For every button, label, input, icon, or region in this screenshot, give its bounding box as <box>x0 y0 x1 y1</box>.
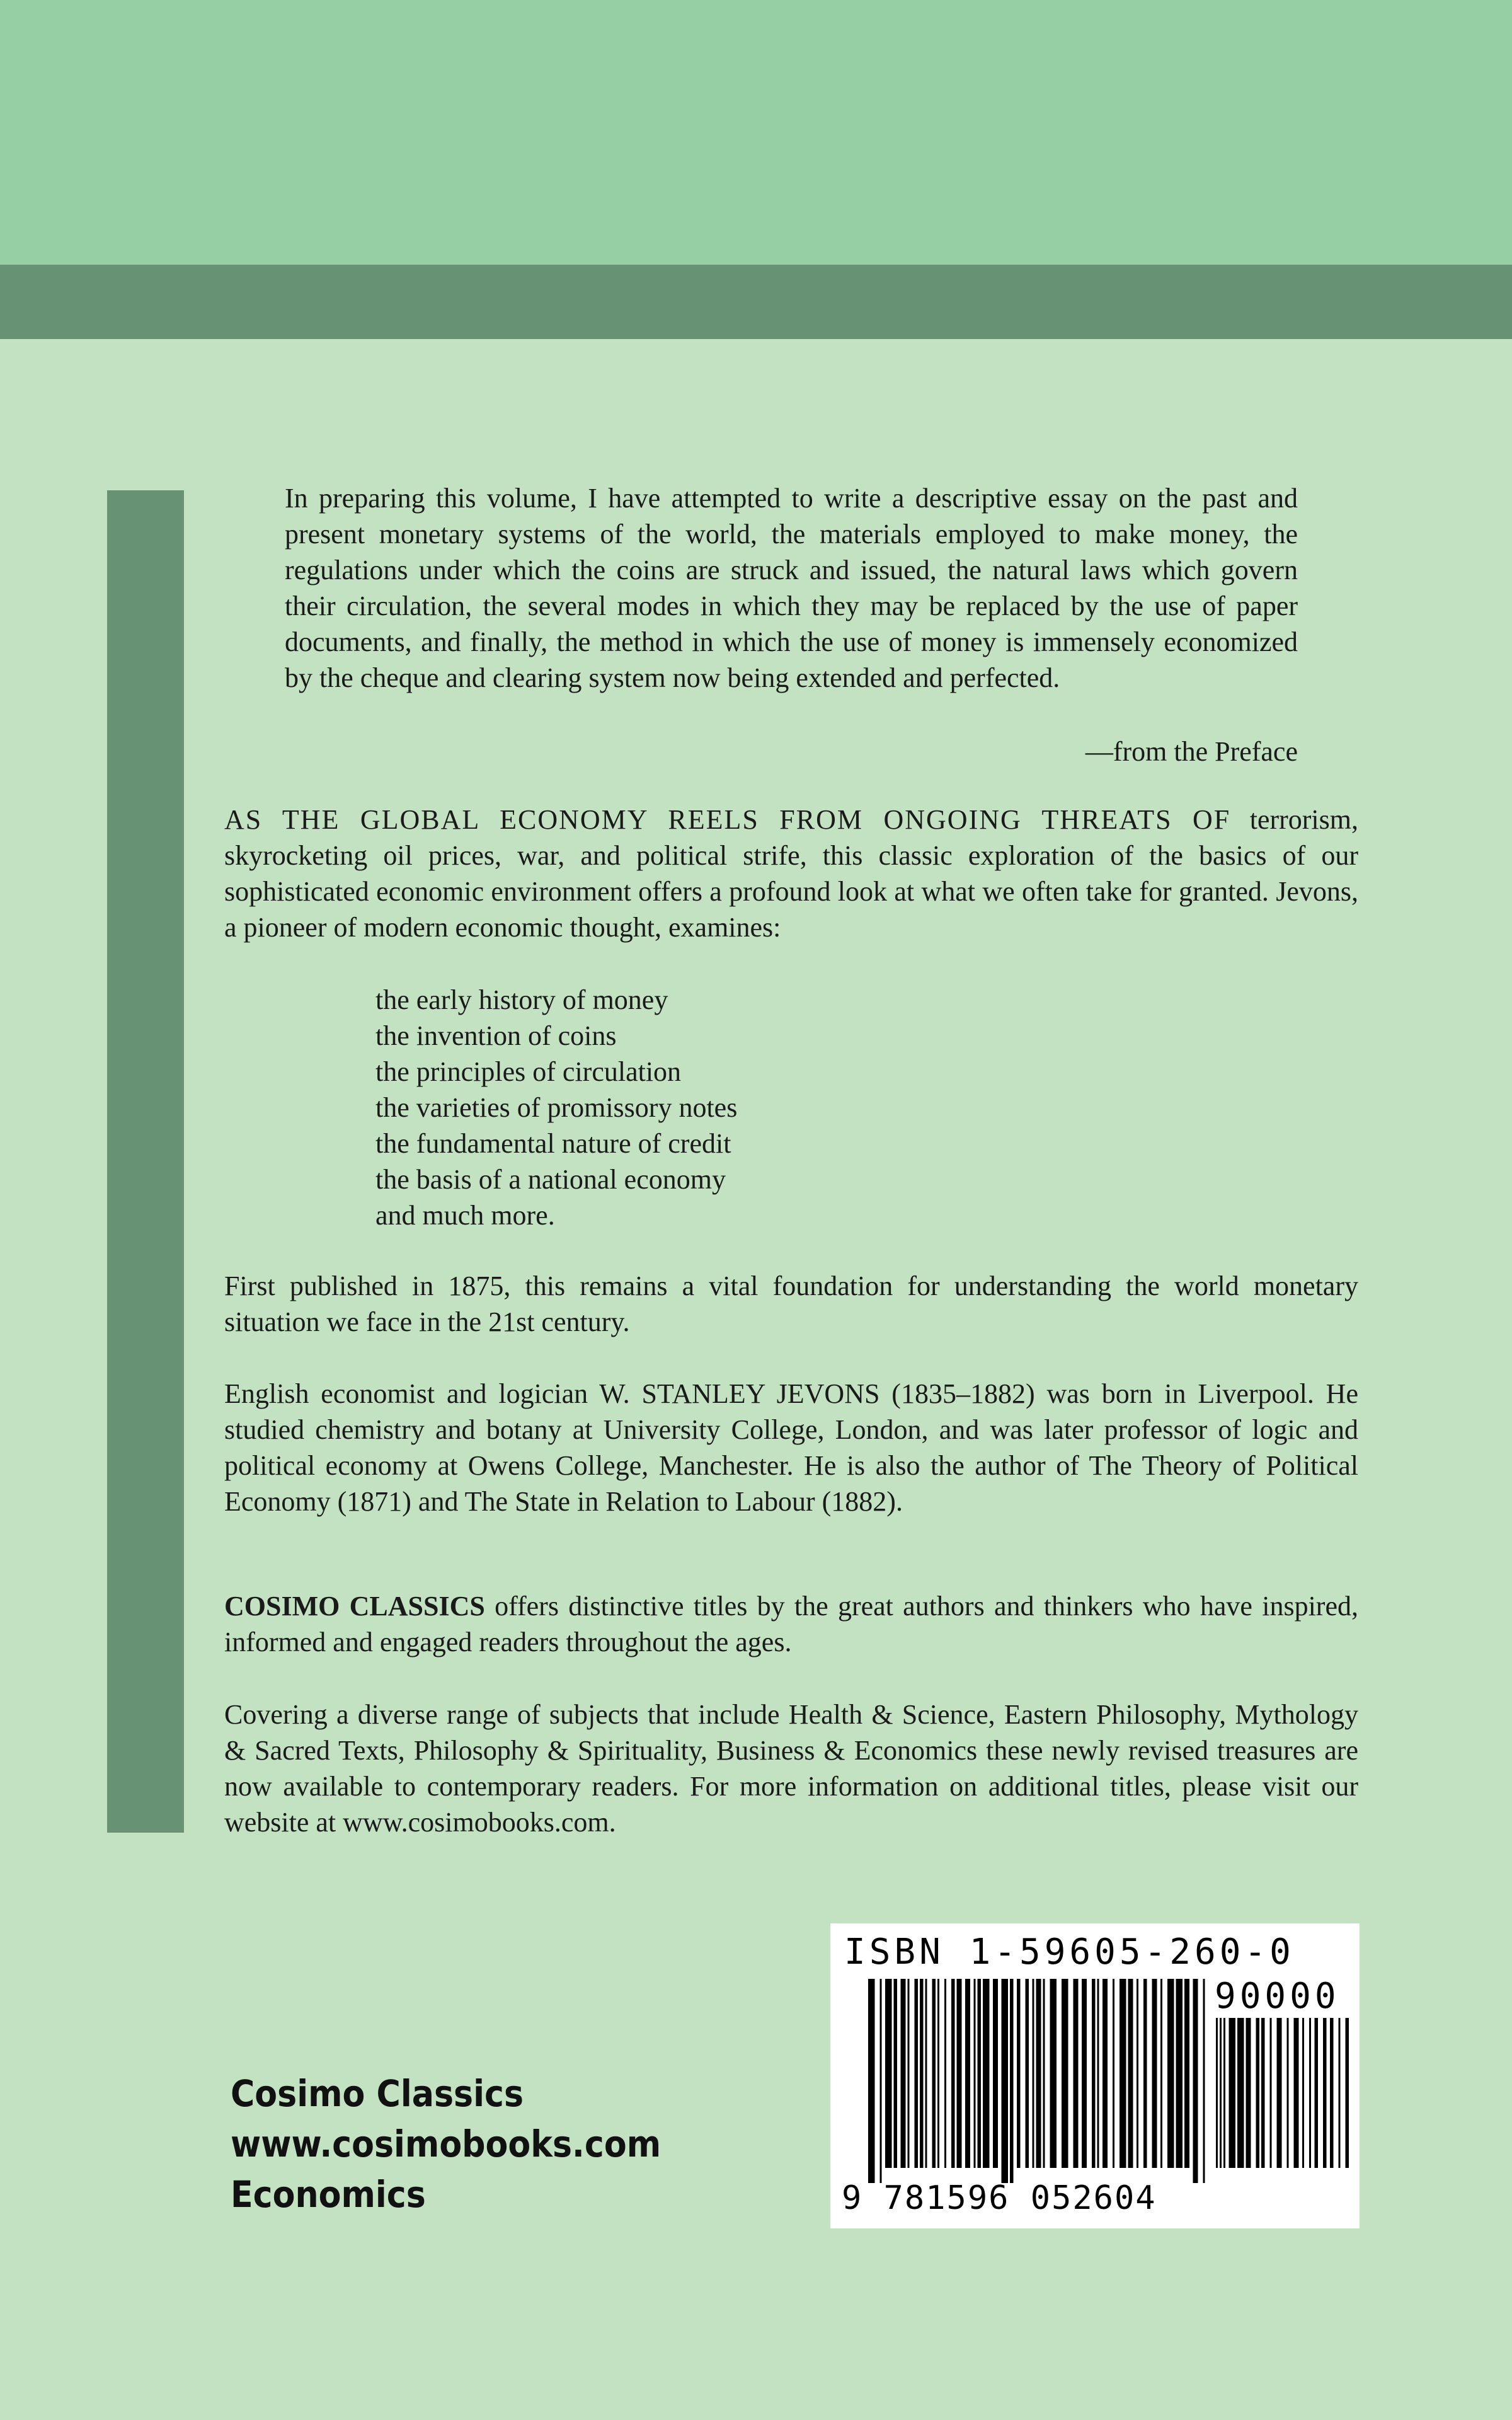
barcode-bar <box>1261 2018 1265 2168</box>
barcode-bar <box>1176 1979 1183 2168</box>
barcode-bar <box>1237 2018 1244 2168</box>
barcode-bar <box>1082 1979 1087 2168</box>
barcode-bar <box>925 1979 927 2168</box>
intro-lead-caps: AS THE GLOBAL ECONOMY REELS FROM ONGOING THREATS OF <box>224 804 1231 835</box>
topics-list <box>375 982 737 1233</box>
barcode-bar <box>920 1979 924 2168</box>
barcode-bar <box>951 1979 955 2168</box>
barcode-bar <box>1033 1979 1034 2168</box>
barcode-bar <box>1143 1979 1147 2168</box>
intro-text: terrorism, skyrocketing oil prices, war, and political strife, this classic exploration of the basics of our sophisticated economic environment offers a profound look at what we often take for granted. Jevons, a pioneer of modern economic thought, examines: <box>224 804 1358 943</box>
barcode-bar <box>957 1979 962 2168</box>
barcode-bar <box>1043 1979 1045 2168</box>
barcode-bar <box>1026 1979 1029 2168</box>
barcode-bar <box>1062 1979 1068 2168</box>
barcode-addon-bars <box>1216 2018 1351 2183</box>
series-description <box>224 1588 1358 1660</box>
barcode-bar <box>1193 1979 1198 2183</box>
barcode-addon-label: 90000 <box>1215 1976 1340 2017</box>
series-subjects-text: Covering a diverse range of subjects that include Health & Science, Eastern Philosophy, Mythology & Sacred Texts, Philosophy & Spirituality, Business & Economics these newly revised treasures are now available to contemporary readers. For more information on additional titles, please visit our website at www.cosimobooks.com. <box>224 1699 1358 1838</box>
barcode-bar <box>1256 2018 1260 2168</box>
barcode-bar <box>965 1979 970 2168</box>
barcode-bar <box>915 1979 919 2168</box>
series-desc-text: offers distinctive titles by the great authors and thinkers who have inspired, informed and engaged readers throughout the ages. <box>224 1591 1358 1657</box>
list-item: the varieties of promissory notes <box>375 1092 738 1123</box>
barcode-bar <box>1220 2018 1222 2168</box>
author-bio: English economist and logician W. STANLEY JEVONS (1835–1882) was born in Liverpool. He studied chemistry and botany at University College, London, and was later professor of logic and political economy at Owens College, Manchester. He is also the author of The Theory of Political Economy (1871) and The State in Relation to Labour (1882). <box>224 1378 1358 1517</box>
barcode-bar <box>901 1979 906 2168</box>
ean-digits: 9 781596 052604 <box>842 2179 1157 2217</box>
barcode-bar <box>1160 1979 1162 2168</box>
barcode-bar <box>1120 1979 1126 2168</box>
list-item: and much more. <box>375 1200 555 1231</box>
list-item: the principles of circulation <box>375 1056 682 1087</box>
barcode-bar <box>1346 2018 1349 2168</box>
isbn-barcode <box>830 1923 1360 2228</box>
barcode-bar <box>1277 2018 1282 2168</box>
barcode-bar <box>1010 1979 1014 2183</box>
barcode-bar <box>1339 2018 1341 2168</box>
barcode-bar <box>885 1979 892 2168</box>
barcode-bar <box>1074 1979 1079 2168</box>
barcode-bar <box>993 1979 998 2168</box>
list-item: the fundamental nature of credit <box>375 1128 731 1159</box>
barcode-bar <box>894 1979 898 2168</box>
isbn-label: ISBN 1-59605-260-0 <box>844 1932 1295 1973</box>
barcode-bar <box>1113 1979 1114 2168</box>
list-item: the invention of coins <box>375 1020 617 1051</box>
publisher-website: www.cosimobooks.com <box>231 2123 662 2165</box>
barcode-bar <box>1036 1979 1041 2168</box>
barcode-bar <box>1294 2018 1299 2168</box>
barcode-bar <box>1152 1979 1157 2168</box>
barcode-bar <box>1050 1979 1057 2168</box>
list-item: the early history of money <box>375 984 668 1015</box>
barcode-bar <box>944 1979 946 2168</box>
barcode-bar <box>1315 2018 1319 2168</box>
list-item: the basis of a national economy <box>375 1164 726 1195</box>
series-name: COSIMO CLASSICS <box>224 1591 485 1622</box>
intro-paragraph <box>224 802 1358 945</box>
preface-quote: In preparing this volume, I have attempted to write a descriptive essay on the past and present monetary systems of the world, the materials employed to make money, the regulations under which the coins are struck and issued, the natural laws which govern their circulation, the several modes in which they may be replaced by the use of paper documents, and finally, the method in which the use of money is immensely economized by the cheque and clearing system now being extended and perfected. <box>285 483 1298 693</box>
barcode-bar <box>1092 1979 1096 2168</box>
barcode-bar <box>1287 2018 1289 2168</box>
barcode-bar <box>1017 1979 1021 2168</box>
left-accent-bar <box>107 490 184 1833</box>
barcode-bar <box>1246 2018 1251 2168</box>
preface-attribution: —from the Preface <box>1085 736 1298 767</box>
publication-note: First published in 1875, this remains a vital foundation for understanding the world monetary situation we face in the 21st century. <box>224 1270 1358 1337</box>
barcode-bar <box>908 1979 910 2168</box>
barcode-bar <box>1097 1979 1099 2168</box>
top-color-band <box>0 0 1512 265</box>
barcode-bar <box>1270 2018 1272 2168</box>
barcode-bar <box>1302 2018 1304 2168</box>
barcode-bar <box>1137 1979 1138 2168</box>
publisher-block <box>231 2068 661 2220</box>
barcode-bar <box>1309 2018 1311 2168</box>
barcode-bar <box>1167 1979 1174 2168</box>
barcode-bar <box>1184 1979 1189 2168</box>
publisher-name: Cosimo Classics <box>231 2072 524 2115</box>
barcode-bar <box>983 1979 990 2168</box>
barcode-bar <box>868 1979 875 2183</box>
barcode-bars <box>868 1979 1208 2183</box>
barcode-bar <box>1203 1979 1205 2183</box>
barcode-bar <box>932 1979 936 2168</box>
barcode-bar <box>974 1979 976 2168</box>
barcode-bar <box>1223 2018 1225 2168</box>
dark-color-band <box>0 265 1512 339</box>
barcode-bar <box>1002 1979 1009 2183</box>
barcode-bar <box>1216 2018 1218 2168</box>
barcode-bar <box>1323 2018 1327 2168</box>
barcode-bar <box>937 1979 939 2168</box>
publisher-category: Economics <box>231 2173 426 2216</box>
barcode-bar <box>1330 2018 1334 2168</box>
barcode-bar <box>1128 1979 1133 2168</box>
barcode-bar <box>978 1979 982 2168</box>
barcode-bar <box>1229 2018 1236 2168</box>
barcode-bar <box>880 1979 882 2183</box>
series-subjects <box>224 1697 1358 1840</box>
barcode-bar <box>1102 1979 1108 2168</box>
